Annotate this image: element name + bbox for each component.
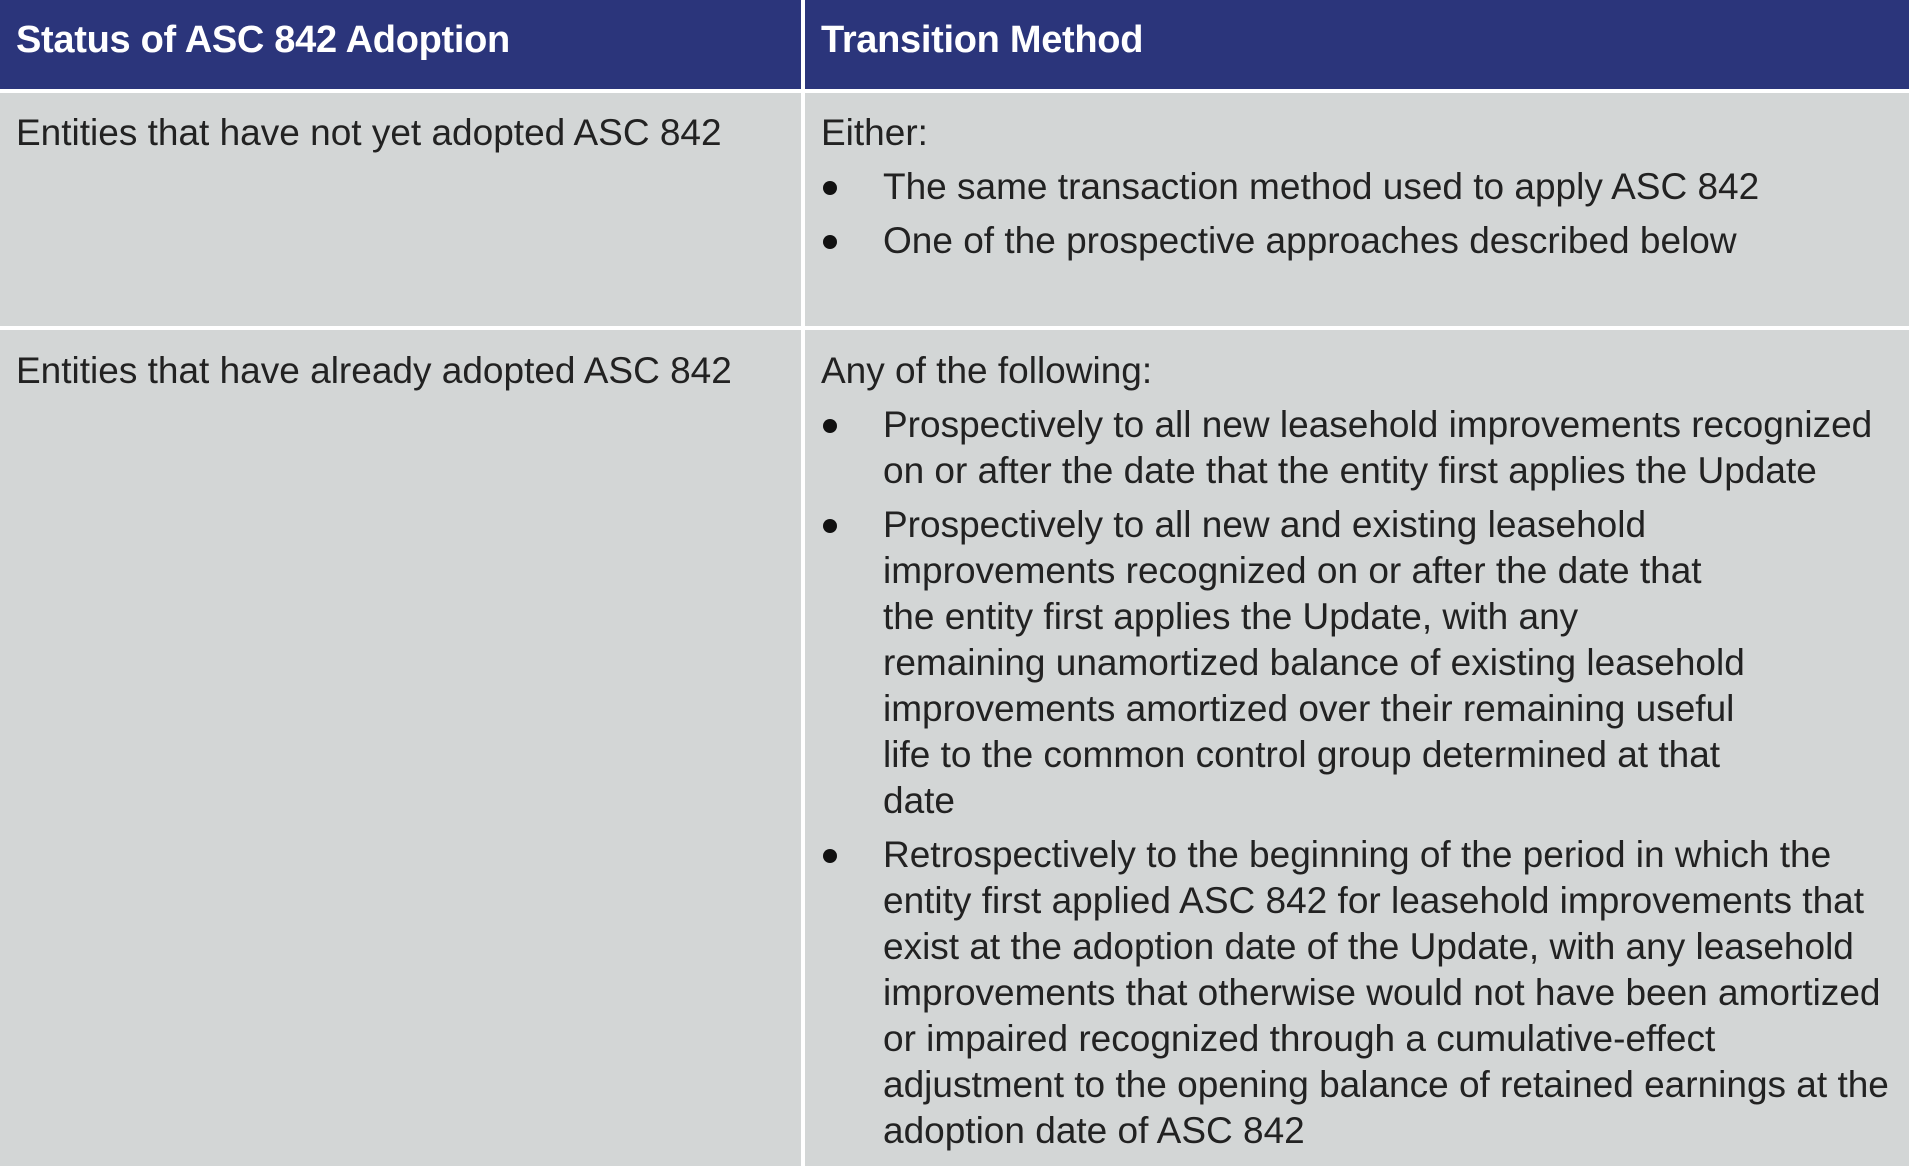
row1-method-cell [805, 93, 1909, 330]
row1-status-text: Entities that have not yet adopted ASC 842 [16, 112, 722, 153]
list-item-text: Prospectively to all new leasehold improvements recognized on or after the date that the entity first applies the Update [883, 404, 1873, 491]
bullet-icon [823, 181, 837, 195]
bullet-icon [823, 235, 837, 249]
list-item [821, 164, 1893, 210]
list-item [821, 502, 1899, 824]
list-item-text: The same transaction method used to apply ASC 842 [883, 166, 1760, 207]
header-transition-method: Transition Method [805, 0, 1909, 93]
list-item [821, 832, 1899, 1154]
header-status: Status of ASC 842 Adoption [0, 0, 805, 93]
list-item [821, 218, 1893, 264]
list-item [821, 402, 1899, 494]
row2-method-cell [805, 330, 1909, 1166]
row1-method-lead: Either: [821, 112, 928, 153]
bullet-icon [823, 519, 837, 533]
list-item-text: One of the prospective approaches described below [883, 220, 1737, 261]
row2-method-lead: Any of the following: [821, 350, 1153, 391]
bullet-icon [823, 849, 837, 863]
list-item-text: Prospectively to all new and existing leasehold improvements recognized on or after the date that the entity first applies the Update, with any remaining unamortized balance of existing leasehold improvements amortized over their remaining useful life to the common control group determined at that date [883, 504, 1745, 821]
row2-status-cell [0, 330, 805, 1166]
bullet-icon [823, 419, 837, 433]
row2-status-text: Entities that have already adopted ASC 842 [16, 350, 732, 391]
row1-method-list [821, 164, 1893, 264]
list-item-text: Retrospectively to the beginning of the period in which the entity first applied ASC 842 for leasehold improvements that exist at the adoption date of the Update, with any leasehold improvements that otherwise would not have been amortized or impaired recognized through a cumulative-effect adjustment to the opening balance of retained earnings at the adoption date of ASC 842 [883, 834, 1889, 1151]
row1-status-cell [0, 93, 805, 330]
row2-method-list [821, 402, 1899, 1154]
